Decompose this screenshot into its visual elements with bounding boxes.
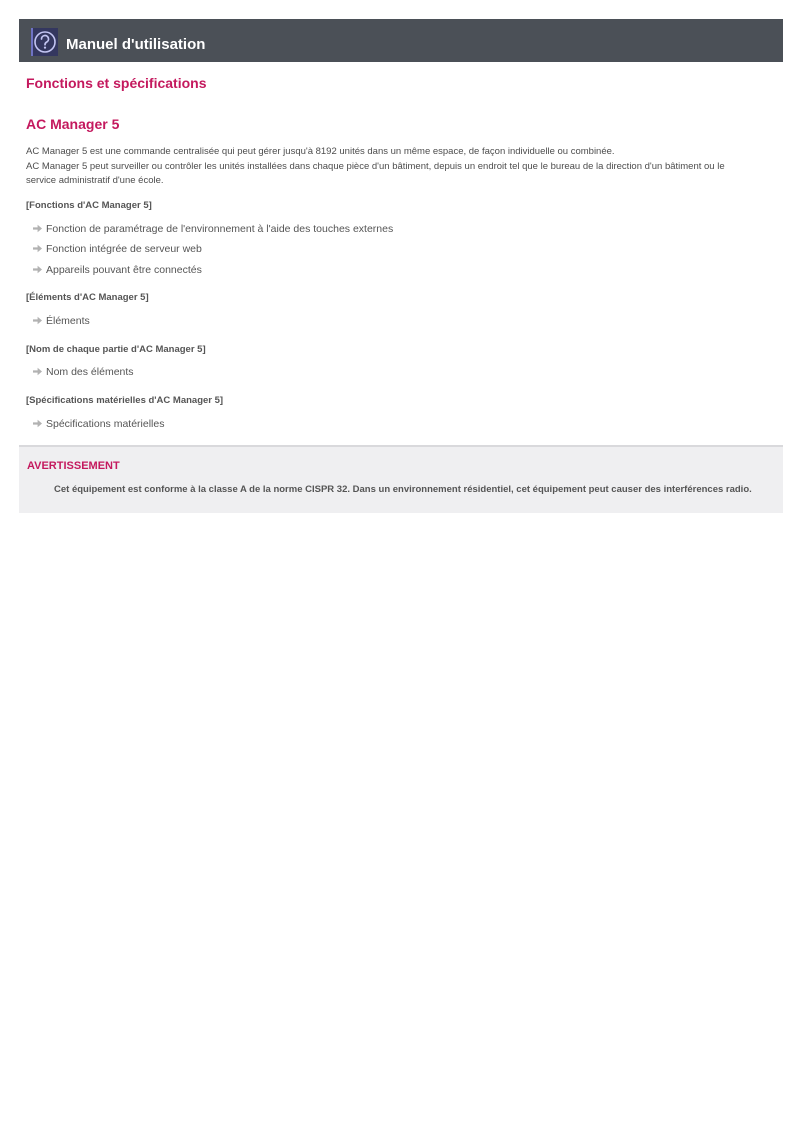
warning-box: [19, 445, 783, 513]
warning-text: Cet équipement est conforme à la classe A de la norme CISPR 32. Dans un environnement résidentiel, cet équipement peut causer des interférences radio.: [54, 484, 752, 495]
link-connectable-devices[interactable]: [26, 260, 776, 281]
warning-label: AVERTISSEMENT: [27, 460, 120, 472]
link-label: Spécifications matérielles: [46, 417, 165, 430]
section-hardware-specs: [26, 394, 776, 434]
link-label: Éléments: [46, 315, 90, 327]
link-list: [26, 414, 776, 435]
page-title: Fonctions et spécifications: [26, 75, 207, 91]
intro-paragraph-capacity: AC Manager 5 est une commande centralisée qui peut gérer jusqu'à 8192 unités dans un même espace, de façon individuelle ou combinée.: [26, 146, 615, 157]
section-heading: [Spécifications matérielles d'AC Manager 5]: [26, 394, 224, 406]
intro-text: [26, 145, 756, 189]
link-label: Fonction intégrée de serveur web: [46, 243, 202, 256]
link-list: [26, 219, 776, 281]
link-label: Fonction de paramétrage de l'environnement à l'aide des touches externes: [46, 222, 394, 235]
product-title: AC Manager 5: [26, 116, 120, 132]
link-label: Appareils pouvant être connectés: [46, 263, 202, 276]
manual-header: [19, 19, 783, 62]
link-list: [26, 362, 776, 383]
arrow-right-icon: [33, 265, 42, 274]
arrow-right-icon: [33, 316, 42, 325]
arrow-right-icon: [33, 224, 42, 233]
link-components[interactable]: [26, 311, 776, 332]
intro-paragraph-monitoring: AC Manager 5 peut surveiller ou contrôler les unités installées dans chaque pièce d'un bâtiment, depuis un endroit tel que le bureau de la direction d'un bâtiment ou le service administratif d'une école.: [26, 160, 725, 186]
link-environment-settings[interactable]: [26, 219, 776, 240]
arrow-right-icon: [33, 419, 42, 428]
section-heading: [Fonctions d'AC Manager 5]: [26, 200, 152, 211]
section-functions: [26, 199, 776, 280]
section-heading: [Éléments d'AC Manager 5]: [26, 292, 149, 304]
arrow-right-icon: [33, 367, 42, 376]
link-list: [26, 311, 776, 332]
section-part-names: [26, 343, 776, 383]
section-components: [26, 291, 776, 331]
link-hardware-specs[interactable]: [26, 414, 776, 435]
link-label: Nom des éléments: [46, 366, 134, 379]
help-circle-icon: [31, 28, 58, 56]
link-web-server[interactable]: [26, 239, 776, 260]
content-area: [26, 73, 776, 434]
manual-title: Manuel d'utilisation: [66, 36, 206, 53]
section-heading: [Nom de chaque partie d'AC Manager 5]: [26, 343, 206, 355]
link-component-names[interactable]: [26, 362, 776, 383]
arrow-right-icon: [33, 244, 42, 253]
